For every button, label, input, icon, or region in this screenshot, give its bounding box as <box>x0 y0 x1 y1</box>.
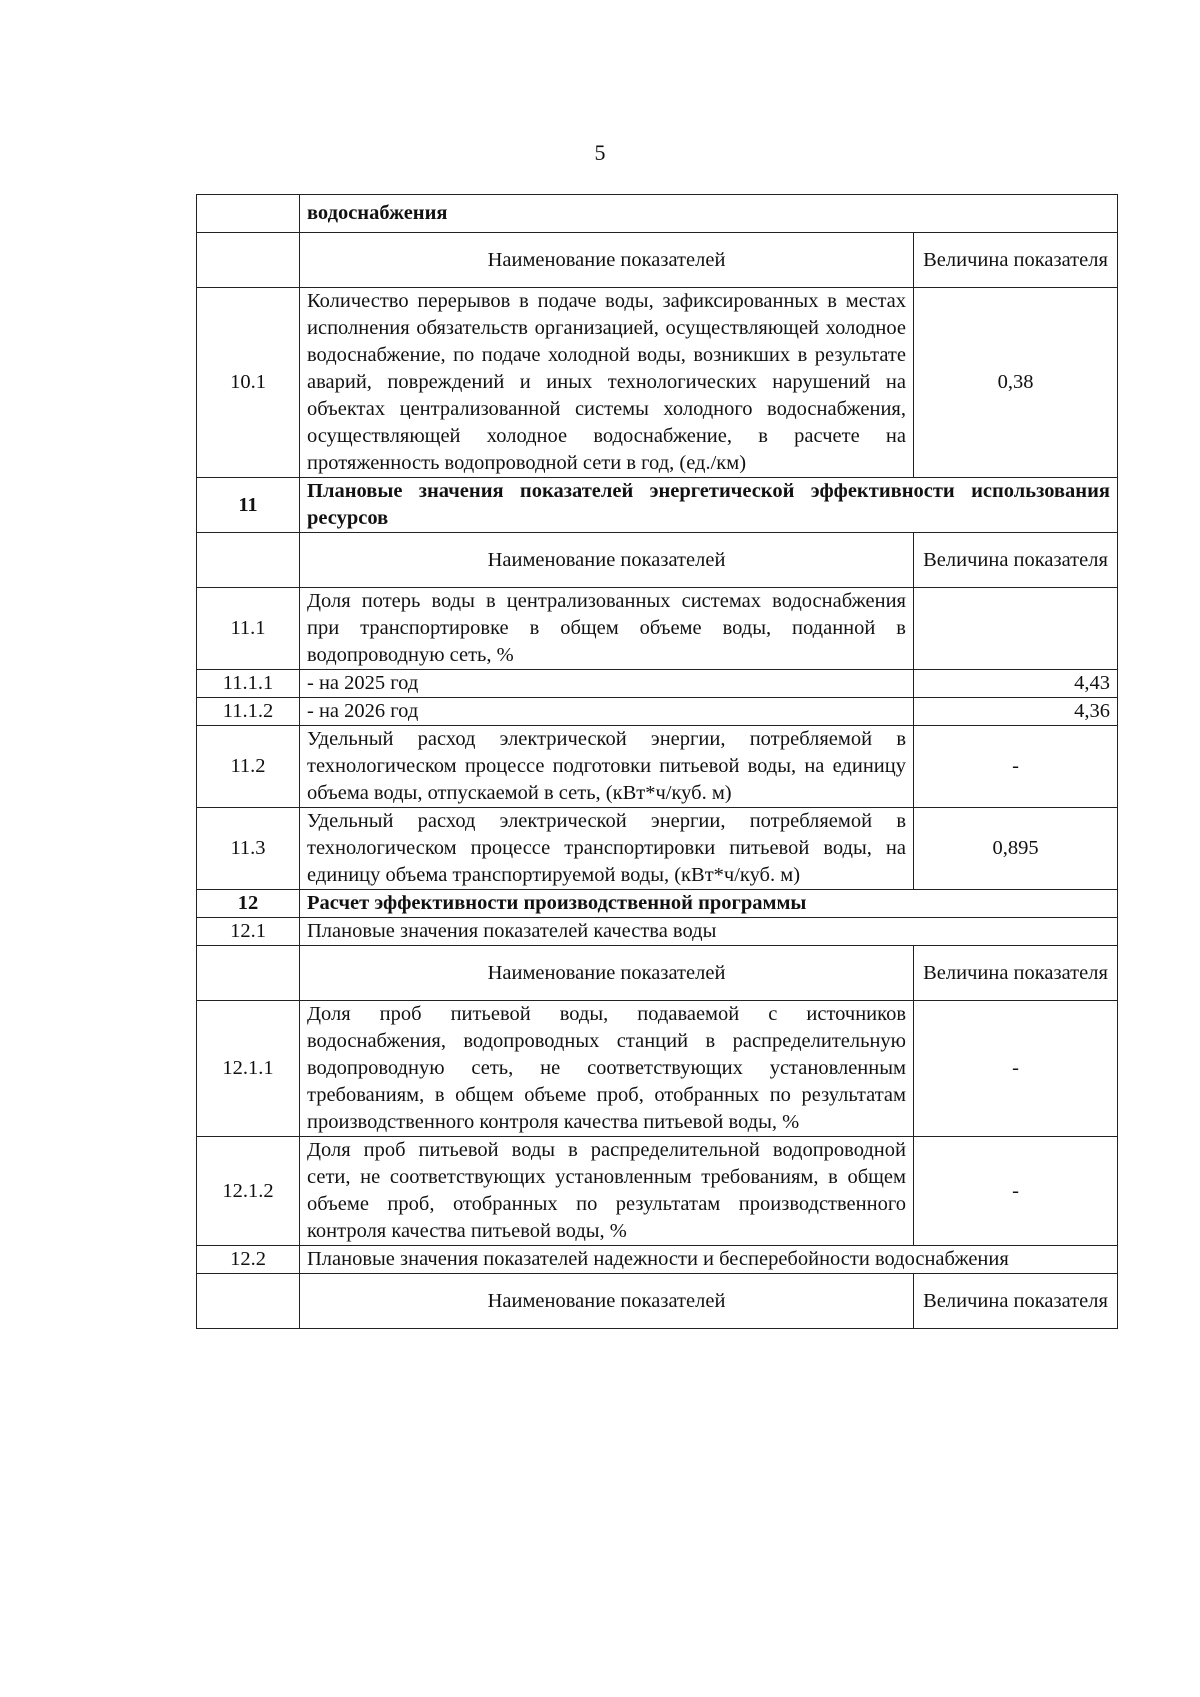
indicator-value: - <box>914 726 1118 808</box>
table-row <box>197 1137 1118 1246</box>
indicator-text: Удельный расход электрической энергии, потребляемой в технологическом процессе подготовки питьевой воды, на единицу объема воды, отпускаемой в сеть, (кВт*ч/куб. м) <box>300 726 914 808</box>
row-number: 11.1 <box>197 588 300 670</box>
indicator-value: 4,43 <box>914 670 1118 698</box>
table-row <box>197 670 1118 698</box>
header-value: Величина показателя <box>914 233 1118 288</box>
section-title: Плановые значения показателей энергетической эффективности использования ресурсов <box>300 478 1118 533</box>
table-row <box>197 288 1118 478</box>
indicator-value: 0,895 <box>914 808 1118 890</box>
indicator-text: Удельный расход электрической энергии, потребляемой в технологическом процессе транспортировки питьевой воды, на единицу объема транспортируемой воды, (кВт*ч/куб. м) <box>300 808 914 890</box>
header-value: Величина показателя <box>914 946 1118 1001</box>
table-header-row <box>197 1274 1118 1329</box>
subsection-title: Плановые значения показателей качества воды <box>300 918 1118 946</box>
row-number: 11.2 <box>197 726 300 808</box>
row-number-cell <box>197 195 300 233</box>
header-value: Величина показателя <box>914 533 1118 588</box>
indicator-value: 0,38 <box>914 288 1118 478</box>
subsection-title: Плановые значения показателей надежности и бесперебойности водоснабжения <box>300 1246 1118 1274</box>
table-row <box>197 1001 1118 1137</box>
section-number: 12 <box>197 890 300 918</box>
row-number: 12.1.1 <box>197 1001 300 1137</box>
table-row <box>197 918 1118 946</box>
row-number: 12.1 <box>197 918 300 946</box>
table-header-row <box>197 233 1118 288</box>
indicator-text: Доля проб питьевой воды, подаваемой с источников водоснабжения, водопроводных станций в распределительную водопроводную сеть, не соответствующих установленным требованиям, в общем объеме проб, отобранных по результатам производственного контроля качества питьевой воды, % <box>300 1001 914 1137</box>
row-number: 11.1.1 <box>197 670 300 698</box>
table-row <box>197 1246 1118 1274</box>
row-number-cell <box>197 1274 300 1329</box>
table-row <box>197 195 1118 233</box>
section-title-continued: водоснабжения <box>300 195 1118 233</box>
table-row <box>197 588 1118 670</box>
section-row <box>197 890 1118 918</box>
table-header-row <box>197 533 1118 588</box>
section-number: 11 <box>197 478 300 533</box>
indicator-text: Доля потерь воды в централизованных системах водоснабжения при транспортировке в общем объеме воды, поданной в водопроводную сеть, % <box>300 588 914 670</box>
header-name: Наименование показателей <box>300 946 914 1001</box>
indicator-value: 4,36 <box>914 698 1118 726</box>
row-number: 11.1.2 <box>197 698 300 726</box>
page-number: 5 <box>594 140 606 165</box>
indicator-value <box>914 588 1118 670</box>
row-number-cell <box>197 233 300 288</box>
row-number-cell <box>197 533 300 588</box>
table-row <box>197 726 1118 808</box>
indicator-text: - на 2025 год <box>300 670 914 698</box>
row-number: 11.3 <box>197 808 300 890</box>
table-header-row <box>197 946 1118 1001</box>
row-number: 12.1.2 <box>197 1137 300 1246</box>
indicator-value: - <box>914 1137 1118 1246</box>
header-name: Наименование показателей <box>300 1274 914 1329</box>
table-row <box>197 698 1118 726</box>
row-number: 12.2 <box>197 1246 300 1274</box>
header-value: Величина показателя <box>914 1274 1118 1329</box>
row-number: 10.1 <box>197 288 300 478</box>
header-name: Наименование показателей <box>300 533 914 588</box>
indicator-text: Количество перерывов в подаче воды, зафиксированных в местах исполнения обязательств организацией, осуществляющей холодное водоснабжение, по подаче холодной воды, возникших в результате аварий, повреждений и иных технологических нарушений на объектах централизованной системы холодного водоснабжения, осуществляющей холодное водоснабжение, в расчете на протяженность водопроводной сети в год, (ед./км) <box>300 288 914 478</box>
indicator-value: - <box>914 1001 1118 1137</box>
indicator-text: Доля проб питьевой воды в распределительной водопроводной сети, не соответствующих установленным требованиям, в общем объеме проб, отобранных по результатам производственного контроля качества питьевой воды, % <box>300 1137 914 1246</box>
header-name: Наименование показателей <box>300 233 914 288</box>
indicator-text: - на 2026 год <box>300 698 914 726</box>
table-row <box>197 808 1118 890</box>
section-title: Расчет эффективности производственной программы <box>300 890 1118 918</box>
row-number-cell <box>197 946 300 1001</box>
indicators-table <box>196 194 1118 1329</box>
section-row <box>197 478 1118 533</box>
